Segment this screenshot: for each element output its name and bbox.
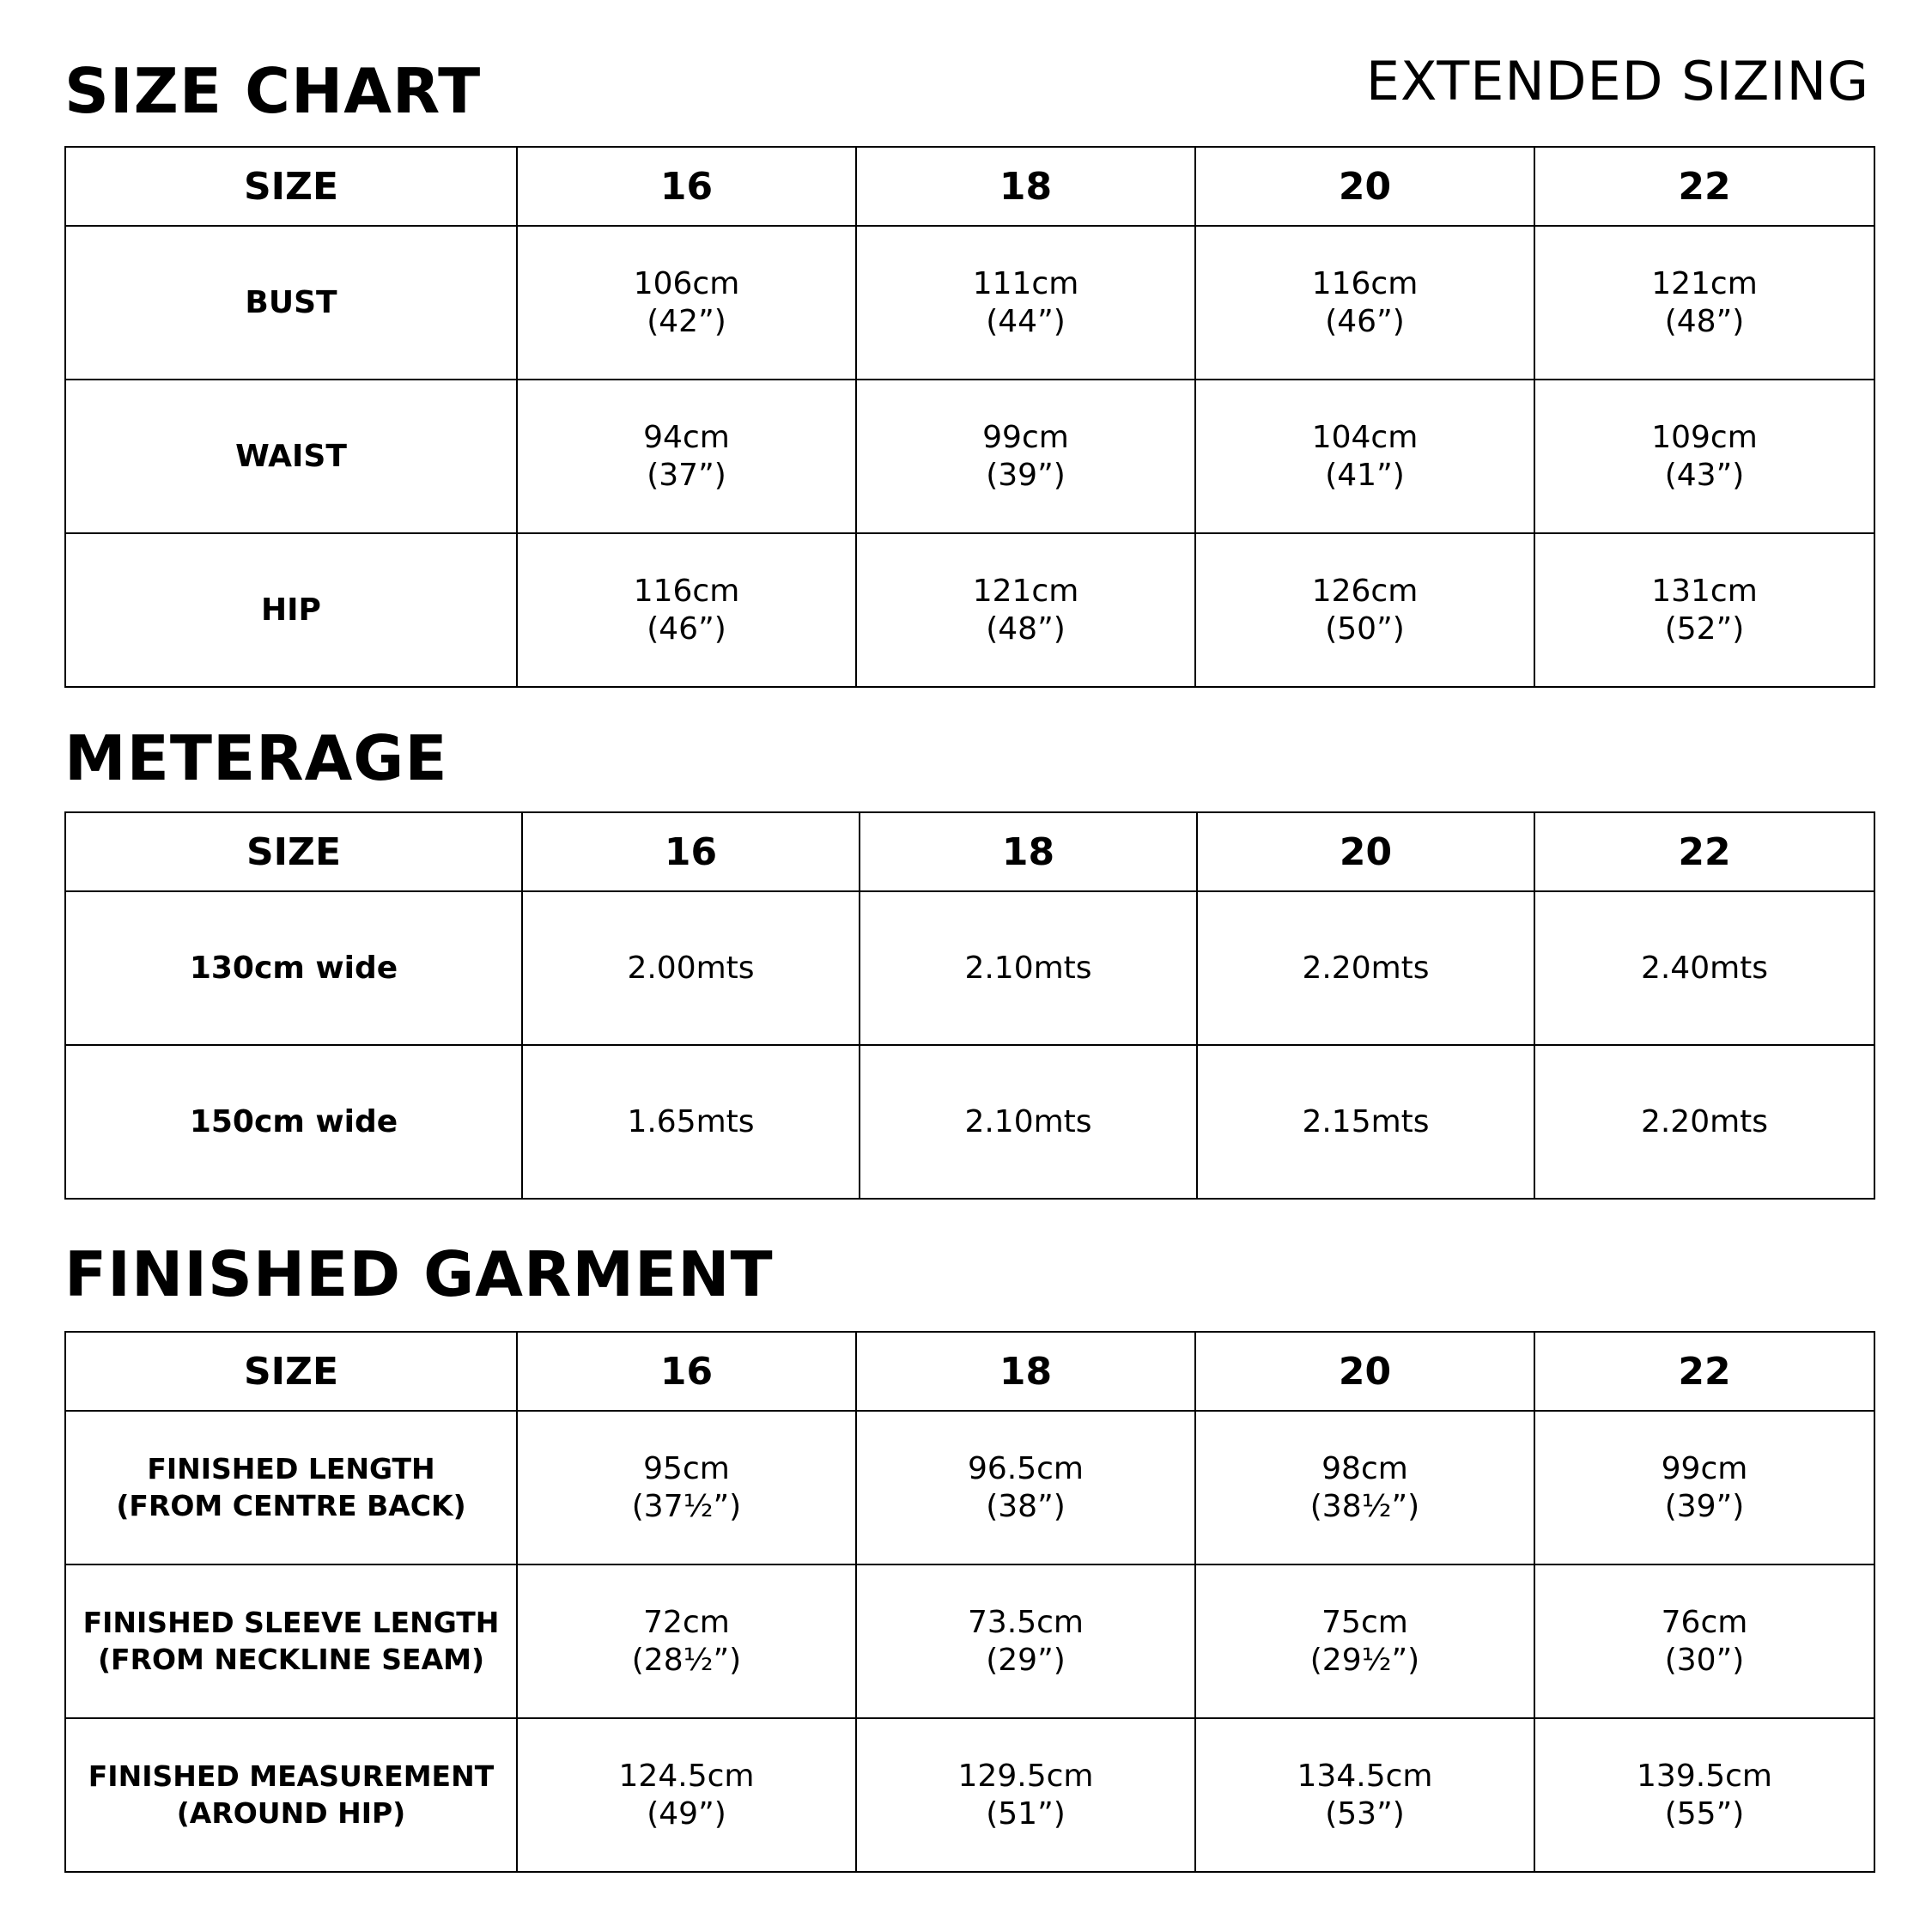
row-label: FINISHED LENGTH (FROM CENTRE BACK) xyxy=(65,1411,517,1564)
meterage-cell: 2.20mts xyxy=(1197,891,1534,1045)
size-chart-header-row xyxy=(65,147,1874,226)
measurement-cell: 104cm (41”) xyxy=(1195,380,1534,533)
meterage-cell: 2.00mts xyxy=(522,891,860,1045)
column-header: 18 xyxy=(856,147,1195,226)
column-header: 22 xyxy=(1534,147,1874,226)
meterage-table xyxy=(64,811,1875,1200)
column-header: 18 xyxy=(856,1332,1195,1411)
measurement-cell: 75cm (29½”) xyxy=(1195,1564,1534,1718)
meterage-cell: 2.10mts xyxy=(860,891,1197,1045)
meterage-cell: 2.20mts xyxy=(1534,1045,1874,1199)
measurement-cell: 99cm (39”) xyxy=(856,380,1195,533)
measurement-cell: 98cm (38½”) xyxy=(1195,1411,1534,1564)
table-row xyxy=(65,1564,1874,1718)
finished-garment-header-row xyxy=(65,1332,1874,1411)
measurement-cell: 109cm (43”) xyxy=(1534,380,1874,533)
meterage-header-row xyxy=(65,812,1874,891)
column-header: 20 xyxy=(1195,147,1534,226)
table-row xyxy=(65,1045,1874,1199)
measurement-cell: 106cm (42”) xyxy=(517,226,856,380)
table-row xyxy=(65,1411,1874,1564)
row-label: BUST xyxy=(65,226,517,380)
measurement-cell: 73.5cm (29”) xyxy=(856,1564,1195,1718)
column-header: 20 xyxy=(1195,1332,1534,1411)
measurement-cell: 96.5cm (38”) xyxy=(856,1411,1195,1564)
row-label: FINISHED SLEEVE LENGTH (FROM NECKLINE SEAM) xyxy=(65,1564,517,1718)
measurement-cell: 126cm (50”) xyxy=(1195,533,1534,687)
meterage-title: METERAGE xyxy=(64,722,448,794)
measurement-cell: 94cm (37”) xyxy=(517,380,856,533)
table-row xyxy=(65,533,1874,687)
measurement-cell: 139.5cm (55”) xyxy=(1534,1718,1874,1872)
column-header: SIZE xyxy=(65,1332,517,1411)
row-label: HIP xyxy=(65,533,517,687)
measurement-cell: 72cm (28½”) xyxy=(517,1564,856,1718)
column-header: 22 xyxy=(1534,812,1874,891)
row-label: WAIST xyxy=(65,380,517,533)
measurement-cell: 124.5cm (49”) xyxy=(517,1718,856,1872)
row-label: FINISHED MEASUREMENT (AROUND HIP) xyxy=(65,1718,517,1872)
column-header: SIZE xyxy=(65,812,522,891)
column-header: 22 xyxy=(1534,1332,1874,1411)
column-header: 16 xyxy=(517,1332,856,1411)
measurement-cell: 116cm (46”) xyxy=(517,533,856,687)
measurement-cell: 134.5cm (53”) xyxy=(1195,1718,1534,1872)
measurement-cell: 121cm (48”) xyxy=(1534,226,1874,380)
measurement-cell: 111cm (44”) xyxy=(856,226,1195,380)
column-header: 20 xyxy=(1197,812,1534,891)
table-row xyxy=(65,891,1874,1045)
finished-garment-title: FINISHED GARMENT xyxy=(64,1238,774,1310)
row-label: 150cm wide xyxy=(65,1045,522,1199)
measurement-cell: 129.5cm (51”) xyxy=(856,1718,1195,1872)
measurement-cell: 121cm (48”) xyxy=(856,533,1195,687)
column-header: 16 xyxy=(522,812,860,891)
size-chart-table xyxy=(64,146,1875,688)
meterage-cell: 1.65mts xyxy=(522,1045,860,1199)
meterage-cell: 2.15mts xyxy=(1197,1045,1534,1199)
size-chart-title: SIZE CHART xyxy=(64,55,482,127)
measurement-cell: 116cm (46”) xyxy=(1195,226,1534,380)
extended-sizing-label: EXTENDED SIZING xyxy=(1365,50,1869,112)
measurement-cell: 95cm (37½”) xyxy=(517,1411,856,1564)
measurement-cell: 76cm (30”) xyxy=(1534,1564,1874,1718)
measurement-cell: 131cm (52”) xyxy=(1534,533,1874,687)
measurement-cell: 99cm (39”) xyxy=(1534,1411,1874,1564)
column-header: 18 xyxy=(860,812,1197,891)
finished-garment-table xyxy=(64,1331,1875,1873)
table-row xyxy=(65,380,1874,533)
meterage-cell: 2.10mts xyxy=(860,1045,1197,1199)
meterage-cell: 2.40mts xyxy=(1534,891,1874,1045)
column-header: 16 xyxy=(517,147,856,226)
table-row xyxy=(65,1718,1874,1872)
table-row xyxy=(65,226,1874,380)
column-header: SIZE xyxy=(65,147,517,226)
row-label: 130cm wide xyxy=(65,891,522,1045)
